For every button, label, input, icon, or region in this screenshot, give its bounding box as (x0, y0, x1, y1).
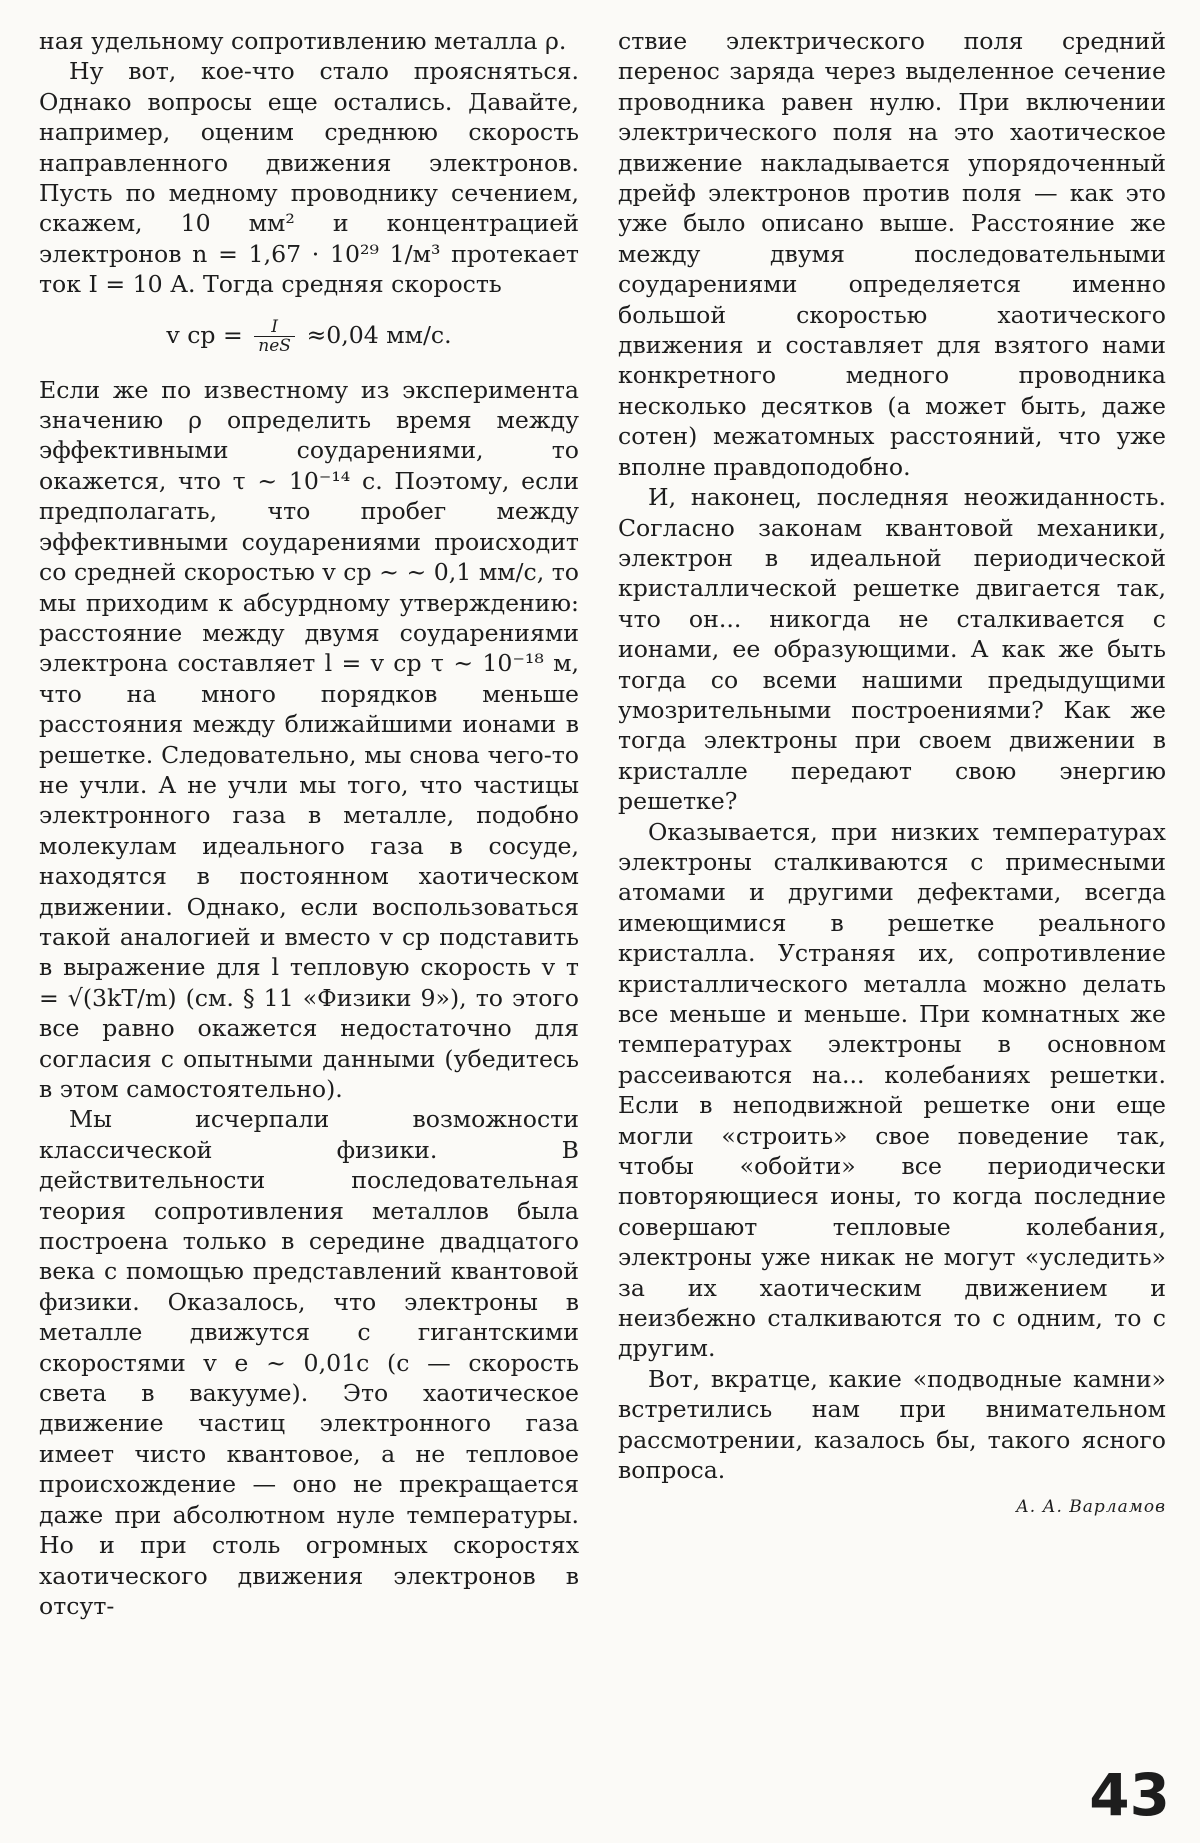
paragraph: Вот, вкратце, какие «подводные камни» встретились нам при внимательном рассмотрении, казалось бы, такого ясного вопроса. (618, 1364, 1166, 1485)
formula-rhs: ≈0,04 мм/с. (306, 320, 452, 349)
paragraph: Если же по известному из эксперимента значению ρ определить время между эффективными соударениями, то окажется, что τ ~ 10⁻¹⁴ с. Поэтому, если предполагать, что пробег между эффективными соударениями происходит со средней скоростью v ср ~ ~ 0,1 мм/с, то мы приходим к абсурдному утверждению: расстояние между двумя соударениями электрона составляет l = v ср τ ~ 10⁻¹⁸ м, что на много порядков меньше расстояния между ближайшими ионами в решетке. Следовательно, мы снова чего-то не учли. А не учли мы того, что частицы электронного газа в металле, подобно молекулам идеального газа в сосуде, находятся в постоянном хаотическом движении. Однако, если воспользоваться такой аналогией и вместо v ср подставить в выражение для l тепловую скорость v т = √(3kT/m) (см. § 11 «Физики 9»), то этого все равно окажется недостаточно для согласия с опытными данными (убедитесь в этом самостоятельно). (39, 375, 579, 1103)
paragraph: Оказывается, при низких температурах электроны сталкиваются с примесными атомами и другими дефектами, всегда имеющимися в решетке реального кристалла. Устраняя их, сопротивление кристаллического металла можно делать все меньше и меньше. При комнатных же температурах электроны в основном рассеиваются на... колебаниях решетки. Если в неподвижной решетке они еще могли «строить» свое поведение так, чтобы «обойти» все периодически повторяющиеся ионы, то когда последние совершают тепловые колебания, электроны уже никак не могут «уследить» за их хаотическим движением и неизбежно сталкиваются то с одним, то с другим. (618, 817, 1166, 1363)
right-column (618, 26, 1166, 1522)
formula-lhs: v ср = (166, 320, 243, 349)
formula-fraction (254, 318, 295, 355)
paragraph: ствие электрического поля средний перенос заряда через выделенное сечение проводника равен нулю. При включении электрического поля на это хаотическое движение накладывается упорядоченный дрейф электронов против поля — как это уже было описано выше. Расстояние же между двумя последовательными соударениями определяется именно большой скоростью хаотического движения и составляет для взятого нами конкретного медного проводника несколько десятков (а может быть, даже сотен) межатомных расстояний, что уже вполне правдоподобно. (618, 27, 1166, 481)
author-signature: А. А. Варламов (1015, 1496, 1166, 1517)
page-number: 43 (1089, 1761, 1170, 1829)
paragraph: И, наконец, последняя неожиданность. Согласно законам квантовой механики, электрон в идеальной периодической кристаллической решетке двигается так, что он... никогда не сталкивается с ионами, ее образующими. А как же быть тогда со всеми нашими предыдущими умозрительными построениями? Как же тогда электроны при своем движении в кристалле передают свою энергию решетке? (618, 483, 1166, 816)
left-column (39, 26, 579, 1621)
paragraph: Ну вот, кое-что стало проясняться. Однако вопросы еще остались. Давайте, например, оценим среднюю скорость направленного движения электронов. Пусть по медному проводнику сечением, скажем, 10 мм² и концентрацией электронов n = 1,67 · 10²⁹ 1/м³ протекает ток I = 10 А. Тогда средняя скорость (39, 57, 579, 299)
paragraph: Мы исчерпали возможности классической физики. В действительности последовательная теория сопротивления металлов была построена только в середине двадцатого века с помощью представлений квантовой физики. Оказалось, что электроны в металле движутся с гигантскими скоростями v e ~ 0,01c (c — скорость света в вакууме). Это хаотическое движение частиц электронного газа имеет чисто квантовое, а не тепловое происхождение — оно не прекращается даже при абсолютном нуле температуры. Но и при столь огромных скоростях хаотического движения электронов в отсут- (39, 1105, 579, 1620)
formula-denominator: neS (258, 335, 291, 356)
formula-numerator: I (254, 318, 295, 337)
paragraph: ная удельному сопротивлению металла ρ. (39, 27, 567, 55)
formula-drift-velocity (39, 318, 579, 355)
